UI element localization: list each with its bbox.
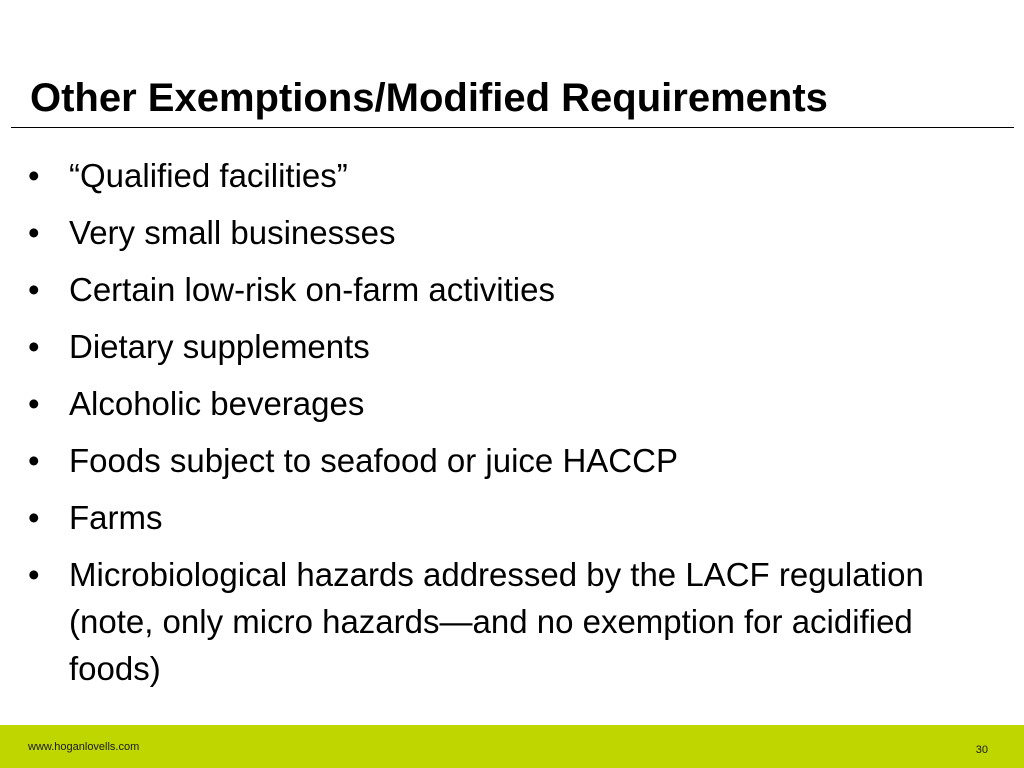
bullet-item-qualified-facilities [28, 152, 988, 199]
bullet-item-alcoholic-beverages [28, 380, 988, 427]
slide-title: Other Exemptions/Modified Requirements [30, 76, 828, 120]
bullet-icon: • [28, 328, 40, 365]
bullet-icon: • [28, 157, 40, 194]
bullet-item-on-farm-activities [28, 266, 988, 313]
bullet-icon: • [28, 214, 40, 251]
bullet-icon: • [28, 499, 40, 536]
bullet-icon: • [28, 556, 40, 593]
bullet-icon: • [28, 442, 40, 479]
bullet-text: Dietary supplements [69, 328, 370, 365]
bullet-text: Microbiological hazards addressed by the LACF regulation (note, only micro hazards—and no exemption for acidified foods) [69, 556, 924, 687]
bullet-list [28, 152, 988, 702]
title-divider [11, 127, 1014, 128]
bullet-icon: • [28, 271, 40, 308]
bullet-item-farms [28, 494, 988, 541]
footer-bar [0, 725, 1024, 768]
bullet-text: Foods subject to seafood or juice HACCP [69, 442, 678, 479]
bullet-item-seafood-juice-haccp [28, 437, 988, 484]
bullet-item-dietary-supplements [28, 323, 988, 370]
bullet-item-very-small-businesses [28, 209, 988, 256]
bullet-text: Certain low-risk on-farm activities [69, 271, 555, 308]
bullet-text: “Qualified facilities” [69, 157, 348, 194]
bullet-text: Very small businesses [69, 214, 396, 251]
footer-website-link[interactable]: www.hoganlovells.com [28, 741, 140, 753]
bullet-icon: • [28, 385, 40, 422]
bullet-text: Alcoholic beverages [69, 385, 365, 422]
page-number: 30 [975, 744, 988, 756]
bullet-item-microbiological-hazards [28, 551, 988, 692]
bullet-text: Farms [69, 499, 163, 536]
